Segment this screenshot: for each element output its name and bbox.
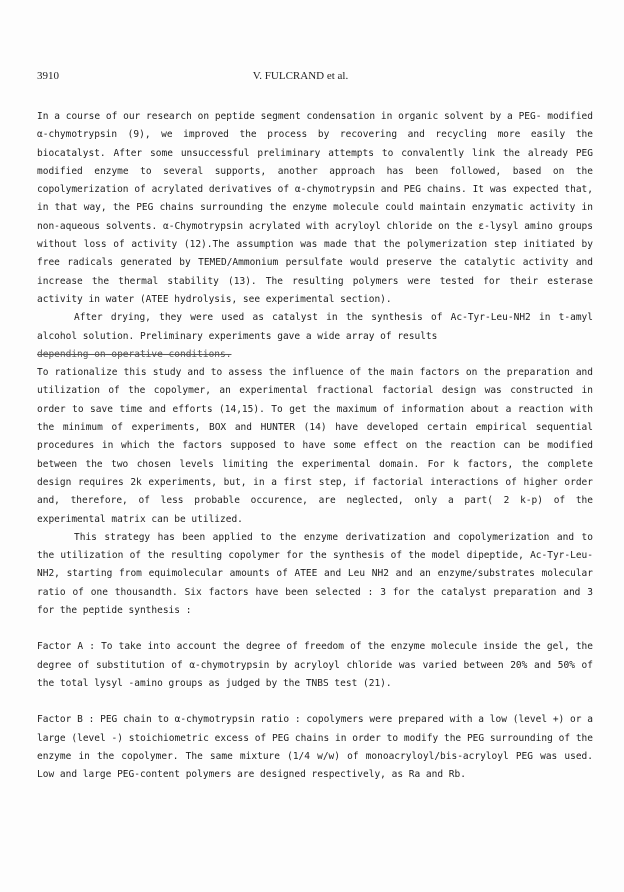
paragraph-factor-b: Factor B : PEG chain to α-chymotrypsin ratio : copolymers were prepared with a low (level +) or a large (level -) stoichiometric excess of PEG chains in order to modify the PEG surrounding of the enzyme in the copolymer. The same mixture (1/4 w/w) of monoacryloyl/bis-acryloyl PEG was used. Low and large PEG-content polymers are designed respectively, as Ra and Rb. [37,714,593,781]
body-text [37,108,593,784]
spacer [37,693,593,711]
paragraph-rationalize: To rationalize this study and to assess the influence of the main factors on the preparation and utilization of the copolymer, an experimental fractional factorial design was constructed in order to save time and efforts (14,15). To get the maximum of information about a reaction with the minimum of experiments, BOX and HUNTER (14) have developed certain empirical sequential procedures in which the factors supposed to have some effect on the reaction can be modified between the two chosen levels limiting the experimental domain. For k factors, the complete design requires 2k experiments, but, in a first step, if factorial interactions of higher order and, therefore, of less probable occurence, are neglected, only a part( 2 k-p) of the experimental matrix can be utilized. [37,367,593,525]
page-header [37,70,564,86]
struck-text: depending on operative conditions. [37,348,232,360]
page-number: 3910 [37,70,59,82]
spacer [37,620,593,638]
paragraph-factor-a: Factor A : To take into account the degree of freedom of the enzyme molecule inside the gel, the degree of substitution of α-chymotrypsin by acryloyl chloride was varied between 20% and 50% of the total lysyl -amino groups as judged by the TNBS test (21). [37,641,593,689]
paragraph-strategy: This strategy has been applied to the enzyme derivatization and copolymerization and to the utilization of the resulting copolymer for the synthesis of the model dipeptide, Ac-Tyr-Leu-NH2, starting from equimolecular amounts of ATEE and Leu NH2 and an enzyme/substrates molecular ratio of one thousandth. Six factors have been selected : 3 for the catalyst preparation and 3 for the peptide synthesis : [37,531,593,617]
running-head: V. FULCRAND et al. [252,70,349,82]
paragraph-intro: In a course of our research on peptide segment condensation in organic solvent by a PEG- modified α-chymotrypsin (9), we improved the process by recovering and recycling more easily the biocatalyst. After some unsuccessful preliminary attempts to convalently link the already PEG modified enzyme to several supports, another approach has been followed, based on the copolymerization of acrylated derivatives of α-chymotrypsin and PEG chains. It was expected that, in that way, the PEG chains surrounding the enzyme molecule could maintain enzymatic activity in non-aqueous solvents. α-Chymotrypsin acrylated with acryloyl chloride on the ε-lysyl amino groups without loss of activity (12).The assumption was made that the polymerization step initiated by free radicals generated by TEMED/Ammonium persulfate would preserve the catalytic activity and increase the thermal stability (13). The resulting polymers were tested for their esterase activity in water (ATEE hydrolysis, see experimental section). [37,111,593,305]
paragraph-after-drying: After drying, they were used as catalyst in the synthesis of Ac-Tyr-Leu-NH2 in t-amyl alcohol solution. Preliminary experiments gave a wide array of results [37,312,593,342]
